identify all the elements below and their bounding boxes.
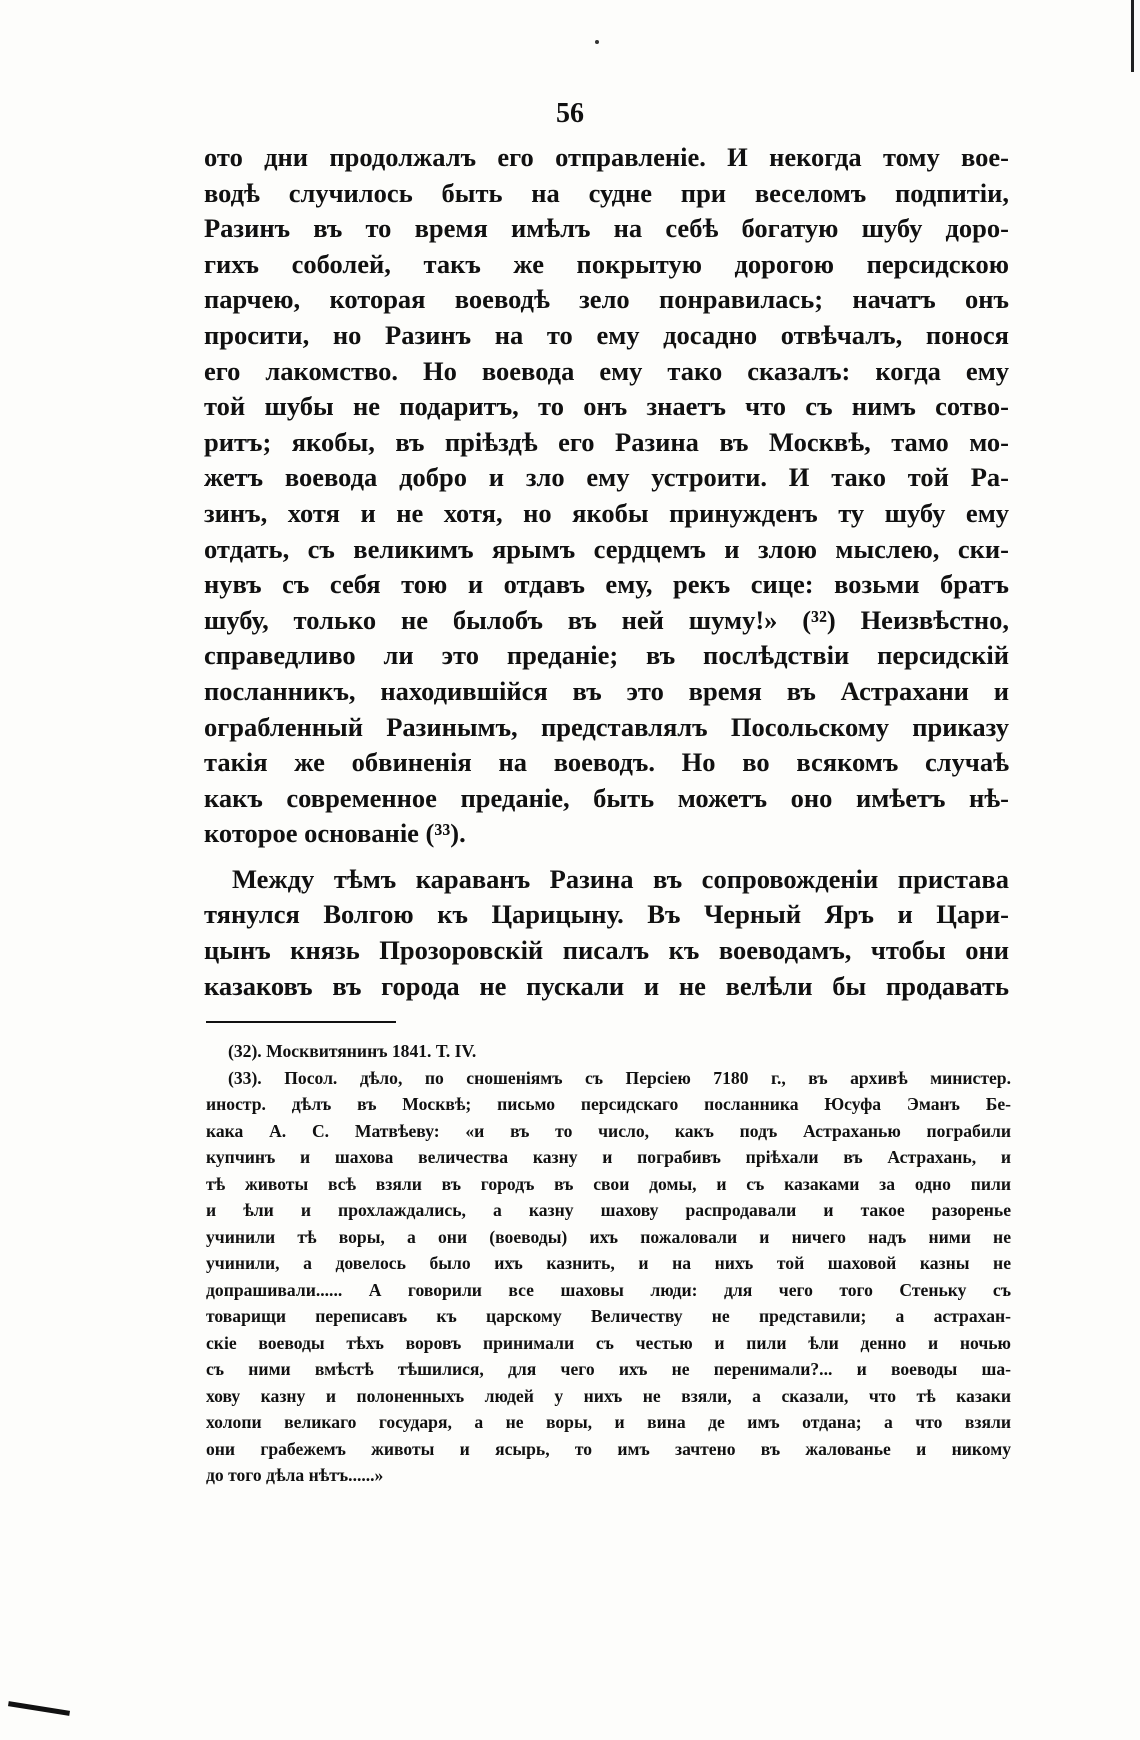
text-line: той шубы не подаритъ, то онъ знаетъ что съ нимъ сотво-: [204, 391, 1009, 422]
text-line: кака А. С. Матвѣеву: «и въ то число, какъ подъ Астраханью пограбили: [206, 1120, 1011, 1141]
paragraph-1: [204, 140, 1009, 852]
text-line: казаковъ въ города не пускали и не велѣли бы продавать: [204, 970, 1009, 1001]
text-line: цынъ князь Прозоровскій писалъ къ воеводамъ, чтобы они: [204, 935, 1009, 966]
text-line: они грабежемъ животы и ясырь, то имъ зачтено въ жалованье и никому: [206, 1438, 1011, 1459]
text-line: зинъ, хотя и не хотя, но якобы принужденъ ту шубу ему: [204, 497, 1009, 528]
text-line: которое основаніе (³³).: [204, 818, 466, 849]
text-line: скіе воеводы тѣхъ воровъ принимали съ честью и пили ѣли денно и ночью: [206, 1332, 1011, 1353]
text-line: ритъ; якобы, въ пріѣздѣ его Разина въ Москвѣ, тамо мо-: [204, 426, 1009, 457]
scan-margin-mark: [8, 1701, 70, 1716]
text-line: посланникъ, находившійся въ это время въ Астрахани и: [204, 675, 1009, 706]
text-line: съ ними вмѣстѣ тѣшилися, для чего ихъ не перенимали?... и воеводы ша-: [206, 1359, 1011, 1379]
text-line: учинили, а довелось было ихъ казнить, и на нихъ той шаховой казны не: [206, 1253, 1011, 1273]
text-line: учинили тѣ воры, а они (воеводы) ихъ пожаловали и ничего надъ ними не: [206, 1226, 1011, 1247]
text-line: водѣ случилось быть на судне при веселомъ подпитіи,: [204, 177, 1009, 208]
text-line: отдать, съ великимъ ярымъ сердцемъ и злою мыслею, ски-: [204, 533, 1009, 564]
text-line: жетъ воевода добро и зло ему устроити. И тако той Ра-: [204, 462, 1009, 493]
text-line: шубу, только не былобъ въ ней шуму!» (³²) Неизвѣстно,: [204, 604, 1009, 635]
text-line: тянулся Волгою къ Царицыну. Въ Черный Яръ и Цари-: [204, 899, 1009, 930]
text-line: хову казну и полоненныхъ людей у нихъ не взяли, а сказали, что тѣ казаки: [206, 1385, 1011, 1406]
text-line: иностр. дѣлъ въ Москвѣ; письмо персидскаго посланника Юсуфа Эманъ Бе-: [206, 1094, 1011, 1114]
text-line: парчею, которая воеводѣ зело понравилась; начатъ онъ: [204, 284, 1009, 315]
main-text: [204, 140, 1009, 1004]
text-line: нувъ съ себя тою и отдавъ ему, рекъ сице: возьми братъ: [204, 569, 1009, 600]
footnote-separator: [206, 1021, 396, 1023]
text-line: товарищи переписавъ къ царскому Величеству не представили; а астрахан-: [206, 1306, 1011, 1326]
footnote-33: [206, 1065, 1011, 1489]
text-line: (33). Посол. дѣло, по сношеніямъ съ Персіею 7180 г., въ архивѣ министер.: [228, 1067, 1011, 1088]
text-line: такія же обвиненія на воеводъ. Но во всякомъ случаѣ: [204, 747, 1009, 778]
text-line: его лакомство. Но воевода ему тако сказалъ: когда ему: [204, 355, 1009, 386]
text-line: гихъ соболей, такъ же покрытую дорогою персидскою: [204, 248, 1009, 279]
footnotes: [206, 1038, 1011, 1489]
text-line: просити, но Разинъ на то ему досадно отвѣчалъ, понося: [204, 319, 1009, 350]
text-line: и ѣли и прохлаждались, а казну шахову распродавали и такое разоренье: [206, 1200, 1011, 1220]
text-line: холопи великаго государя, а не воры, и вина де имъ отдана; а что взяли: [206, 1412, 1011, 1432]
text-line: тѣ животы всѣ взяли въ городъ въ свои домы, и съ казаками за одно пили: [206, 1173, 1011, 1194]
text-line: какъ современное преданіе, быть можетъ оно имѣетъ нѣ-: [204, 782, 1009, 813]
text-line: допрашивали...... А говорили все шаховы люди: для чего того Стеньку съ: [206, 1279, 1011, 1300]
text-line: купчинъ и шахова величества казну и пограбивъ пріѣхали въ Астрахань, и: [206, 1147, 1011, 1167]
text-line: Разинъ въ то время имѣлъ на себѣ богатую шубу дорo-: [204, 213, 1009, 244]
scan-speck: [595, 40, 599, 44]
paragraph-2: [204, 862, 1009, 1004]
text-line: ограбленный Разинымъ, представлялъ Посольскому приказу: [204, 711, 1009, 742]
scan-edge-mark: [1131, 0, 1134, 72]
text-line: Между тѣмъ караванъ Разина въ сопровожденіи пристава: [232, 863, 1009, 894]
footnote-32: (32). Москвитянинъ 1841. Т. IV.: [228, 1041, 477, 1061]
page-number: 56: [556, 98, 584, 129]
text-line: ото дни продолжалъ его отправленіе. И некогда тому вое-: [204, 142, 1009, 172]
text-line: справедливо ли это преданіе; въ послѣдствіи персидскій: [204, 640, 1009, 671]
text-line: до того дѣла нѣтъ......»: [206, 1465, 384, 1485]
